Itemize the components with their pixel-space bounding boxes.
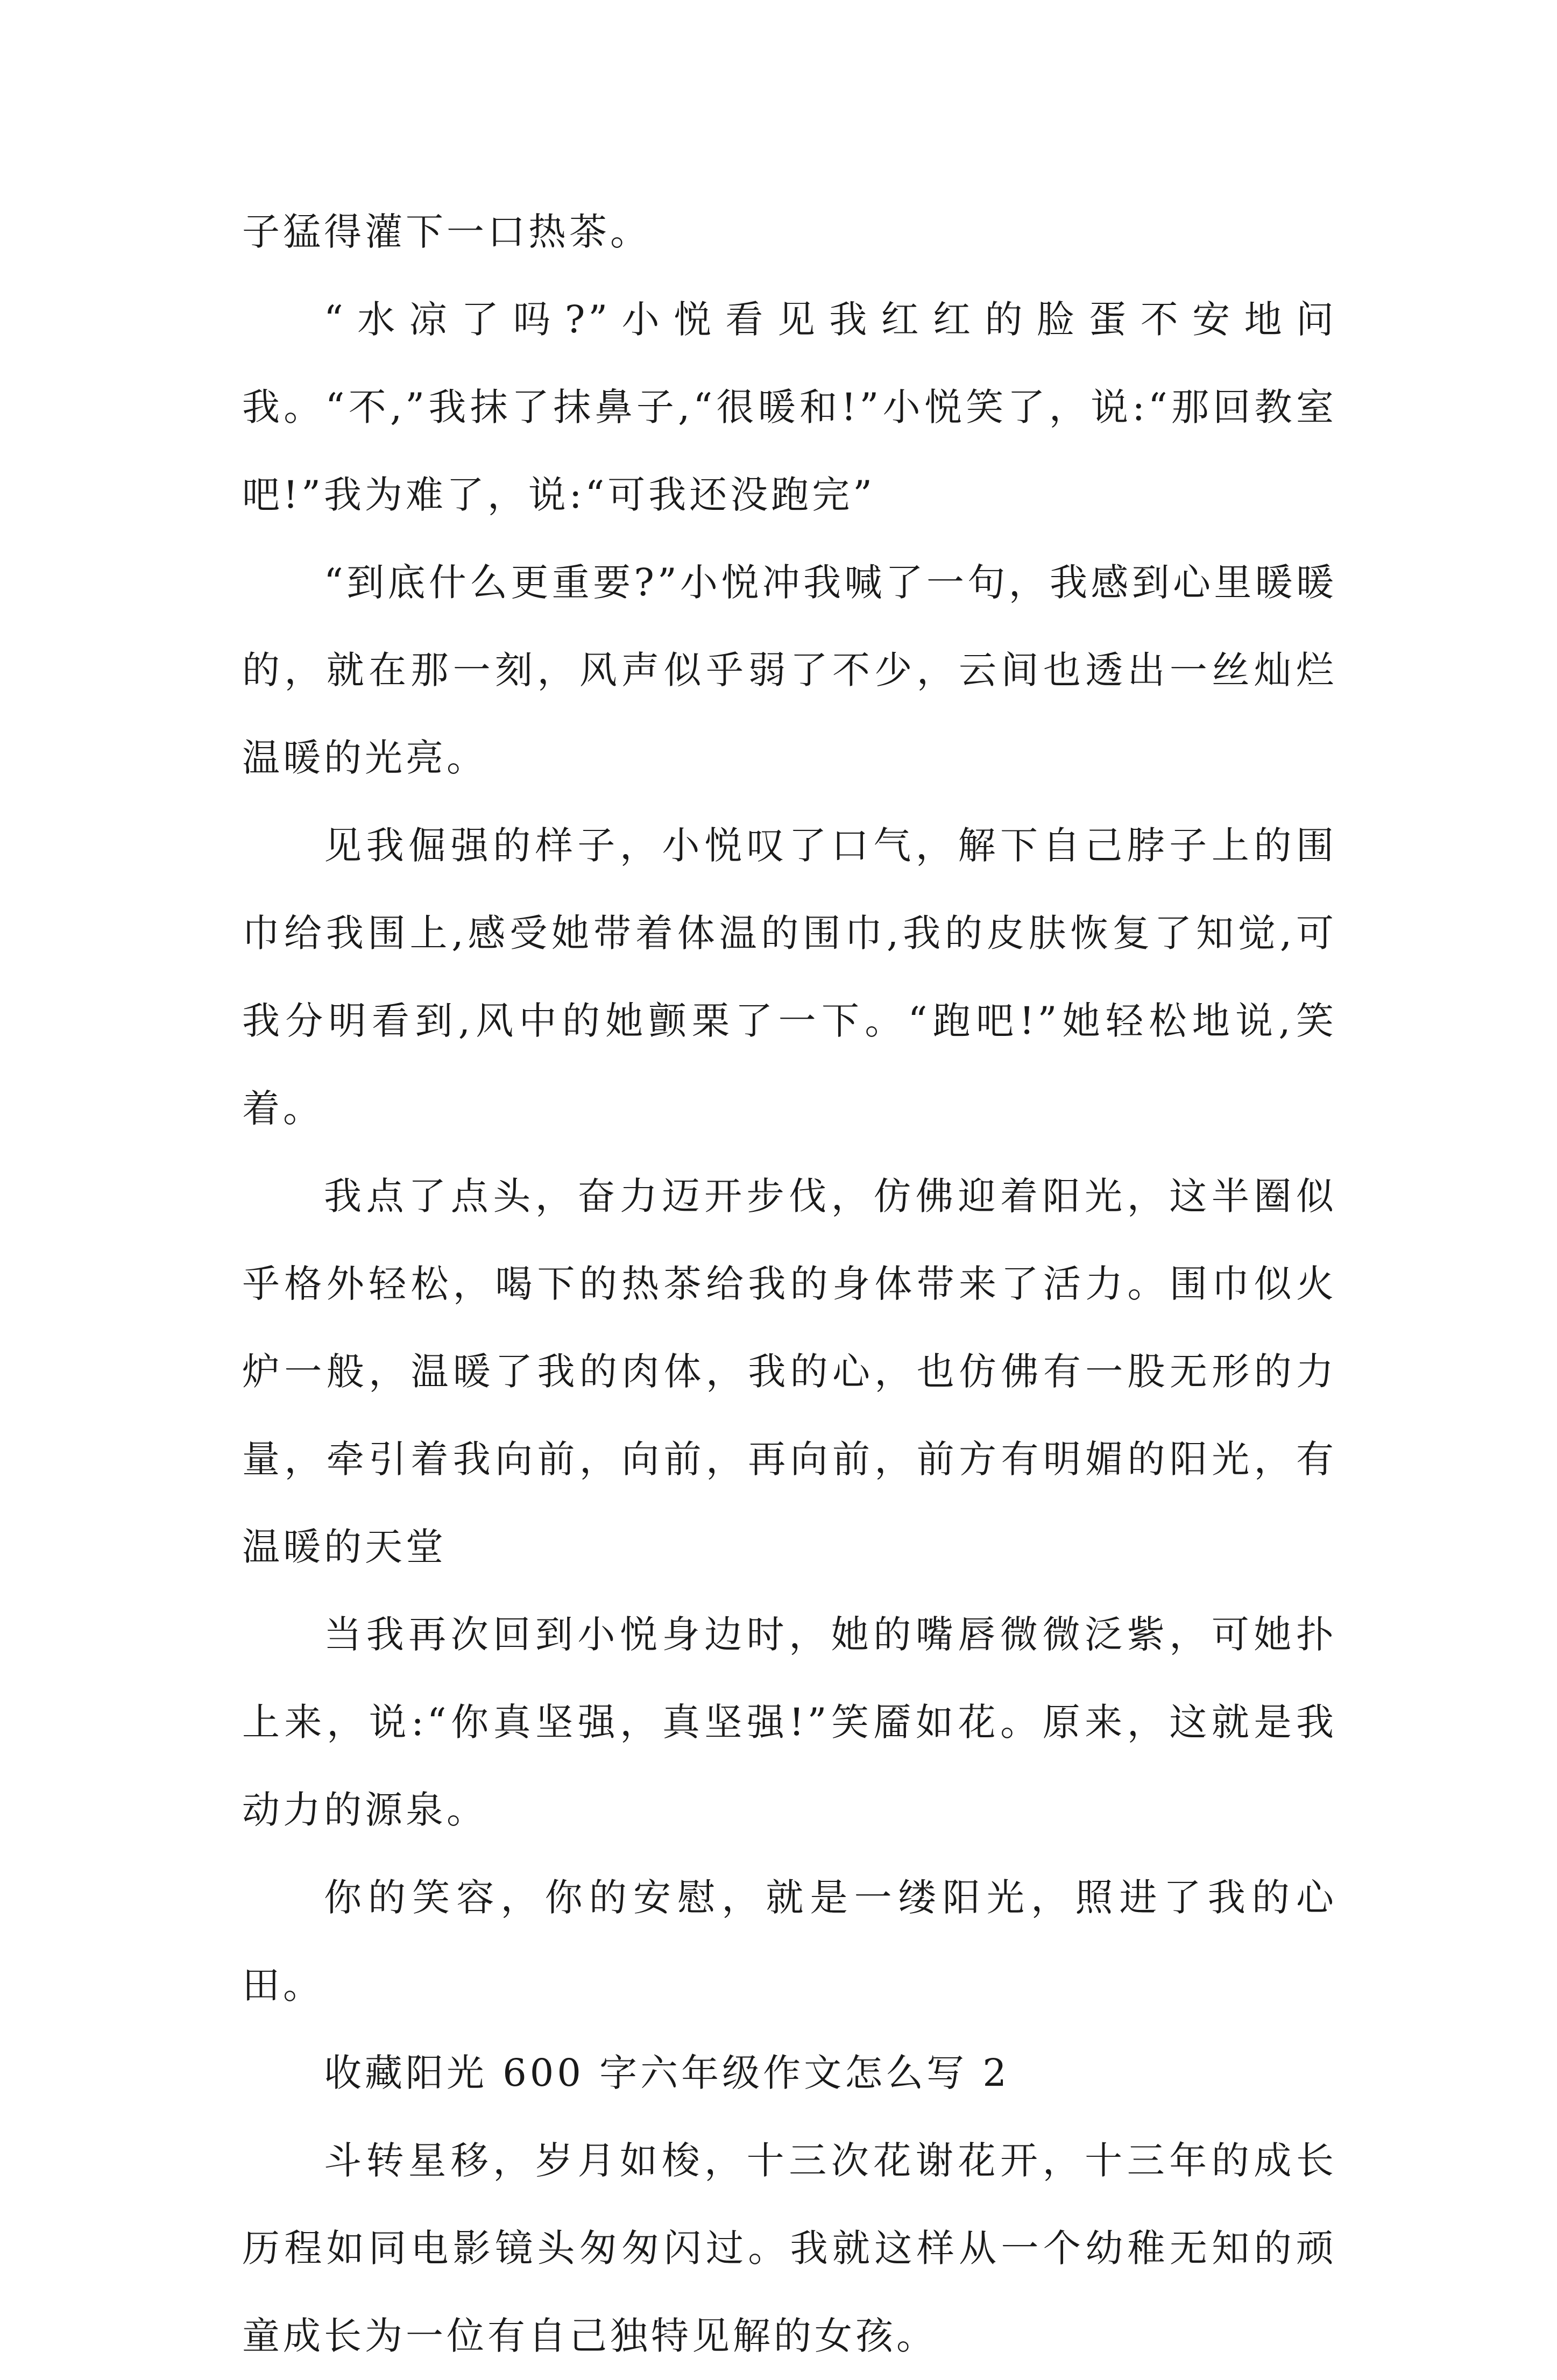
paragraph: 见我倔强的样子，小悦叹了口气，解下自己脖子上的围巾给我围上,感受她带着体温的围巾,我的皮肤恢复了知觉,可我分明看到,风中的她颤栗了一下。“跑吧!”她轻松地说,笑着。 [242,823,1337,1131]
paragraph: 当我再次回到小悦身边时，她的嘴唇微微泛紫，可她扑上来，说:“你真坚强，真坚强!”笑靥如花。原来，这就是我动力的源泉。 [242,1612,1337,1832]
paragraph: 我点了点头，奋力迈开步伐，仿佛迎着阳光，这半圈似乎格外轻松，喝下的热茶给我的身体带来了活力。围巾似火炉一般，温暖了我的肉体，我的心，也仿佛有一股无形的力量，牵引着我向前，向前，再向前，前方有明媚的阳光，有温暖的天堂 [242,1174,1337,1569]
paragraph: “水凉了吗?”小悦看见我红红的脸蛋不安地问我。“不,”我抹了抹鼻子,“很暖和!”小悦笑了，说:“那回教室吧!”我为难了，说:“可我还没跑完” [242,297,1337,517]
paragraph-continuation: 子猛得灌下一口热茶。 [242,210,651,254]
paragraph: 斗转星移，岁月如梭，十三次花谢花开，十三年的成长历程如同电影镜头匆匆闪过。我就这样从一个幼稚无知的顽童成长为一位有自己独特见解的女孩。 [242,2139,1337,2358]
section-heading: 收藏阳光 600 字六年级作文怎么写 2 [324,2051,1010,2095]
body-text [242,188,1337,2380]
paragraph: 你的笑容，你的安慰，就是一缕阳光，照进了我的心田。 [242,1875,1337,2007]
paragraph: “到底什么更重要?”小悦冲我喊了一句，我感到心里暖暖的，就在那一刻，风声似乎弱了不少，云间也透出一丝灿烂温暖的光亮。 [242,560,1337,780]
